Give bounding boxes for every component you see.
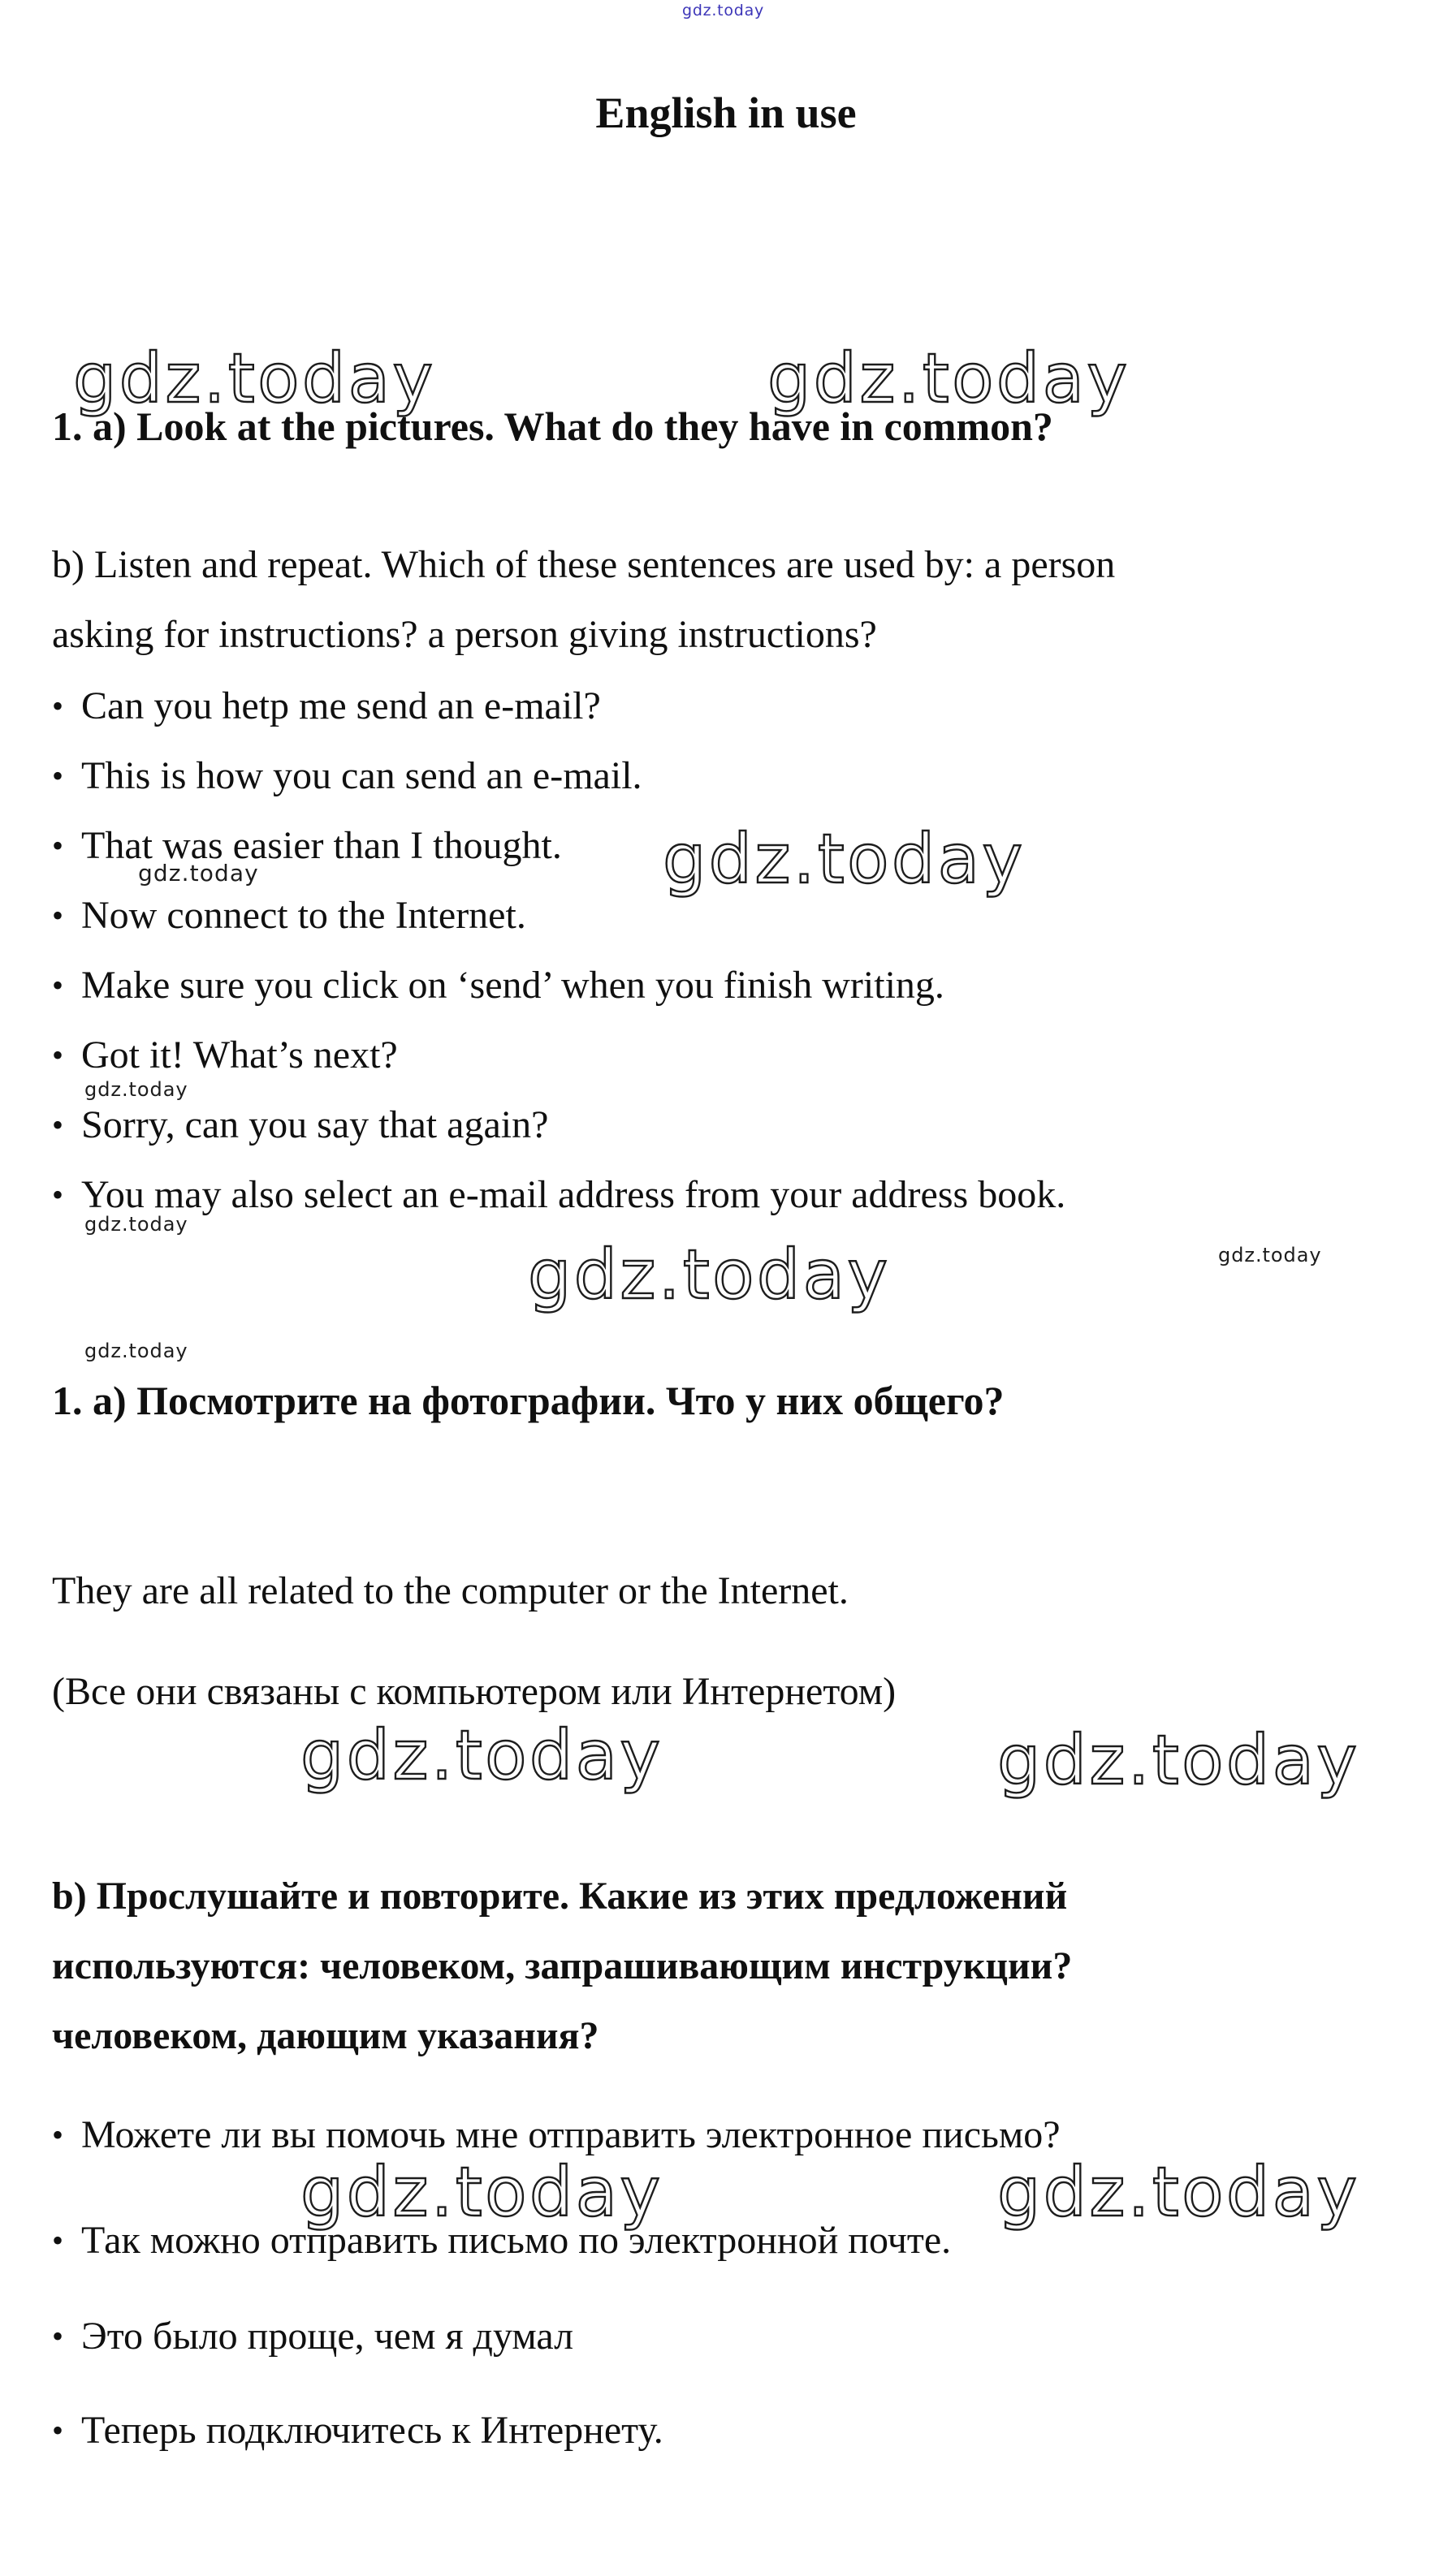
watermark: gdz.today xyxy=(767,339,1130,418)
bullet-icon: • xyxy=(52,757,64,794)
task-intro-line: b) Listen and repeat. Which of these sentences are used by: a person xyxy=(52,543,1116,586)
bullet-icon: • xyxy=(52,827,64,864)
watermark: gdz.today xyxy=(528,1235,891,1314)
task-ru-line: используются: человеком, запрашивающим инструкции? xyxy=(52,1944,1073,1987)
watermark: gdz.today xyxy=(84,1078,188,1101)
bullet-icon: • xyxy=(52,1107,64,1143)
list-item-text: This is how you can send an e-mail. xyxy=(81,754,642,797)
task-ru-line: человеком, дающим указания? xyxy=(52,2014,599,2057)
watermark-top: gdz.today xyxy=(682,2,764,19)
watermark: gdz.today xyxy=(300,1715,663,1795)
list-item xyxy=(52,826,562,865)
list-item-text: Make sure you click on ‘send’ when you finish writing. xyxy=(81,964,944,1007)
list-item-text: Это было проще, чем я думал xyxy=(81,2315,574,2358)
bullet-icon: • xyxy=(52,2412,64,2449)
list-item xyxy=(52,1033,398,1077)
list-item xyxy=(52,896,526,935)
watermark: gdz.today xyxy=(1218,1244,1322,1266)
list-item-text: Теперь подключитесь к Интернету. xyxy=(81,2409,663,2452)
list-item-text: Можете ли вы помочь мне отправить электронное письмо? xyxy=(81,2113,1061,2156)
watermark: gdz.today xyxy=(73,339,436,418)
task-ru-line: b) Прослушайте и повторите. Какие из этих предложений xyxy=(52,1875,1068,1918)
bullet-icon: • xyxy=(52,2222,64,2259)
list-item xyxy=(52,1103,549,1146)
answer-en: They are all related to the computer or the Internet. xyxy=(52,1569,849,1612)
list-item xyxy=(52,1173,1066,1216)
list-item-text: Got it! What’s next? xyxy=(81,1033,398,1077)
watermark: gdz.today xyxy=(300,2152,663,2232)
list-item-text: Now connect to the Internet. xyxy=(81,894,526,937)
bullet-icon: • xyxy=(52,967,64,1003)
watermark: gdz.today xyxy=(84,1213,188,1236)
watermark: gdz.today xyxy=(138,860,259,887)
bullet-icon: • xyxy=(52,1176,64,1213)
list-item-text: You may also select an e-mail address from your address book. xyxy=(81,1173,1066,1216)
bullet-icon: • xyxy=(52,688,64,724)
list-item xyxy=(52,2411,663,2450)
watermark: gdz.today xyxy=(84,1340,188,1362)
list-item-text: Sorry, can you say that again? xyxy=(81,1103,549,1146)
task-intro-line: asking for instructions? a person giving instructions? xyxy=(52,613,877,656)
page-title: English in use xyxy=(595,88,857,137)
bullet-icon: • xyxy=(52,1037,64,1073)
task-heading-ru: 1. а) Посмотрите на фотографии. Что у них общего? xyxy=(52,1378,1005,1423)
list-item xyxy=(52,2317,573,2356)
list-item xyxy=(52,966,944,1005)
watermark: gdz.today xyxy=(997,1720,1360,1800)
list-item-text: That was easier than I thought. xyxy=(81,824,562,867)
answer-ru: (Все они связаны с компьютером или Интернетом) xyxy=(52,1670,897,1713)
list-item-text: Так можно отправить письмо по электронной почте. xyxy=(81,2219,952,2262)
list-item xyxy=(52,754,642,797)
list-item-text: Can you hetp me send an e-mail? xyxy=(81,684,601,727)
bullet-icon: • xyxy=(52,897,64,934)
watermark: gdz.today xyxy=(997,2152,1360,2232)
watermark: gdz.today xyxy=(663,819,1026,899)
list-item xyxy=(52,2113,1061,2156)
task-heading-en: 1. a) Look at the pictures. What do they have in common? xyxy=(52,403,1053,449)
list-item xyxy=(52,684,601,727)
bullet-icon: • xyxy=(52,2318,64,2354)
bullet-icon: • xyxy=(52,2116,64,2153)
